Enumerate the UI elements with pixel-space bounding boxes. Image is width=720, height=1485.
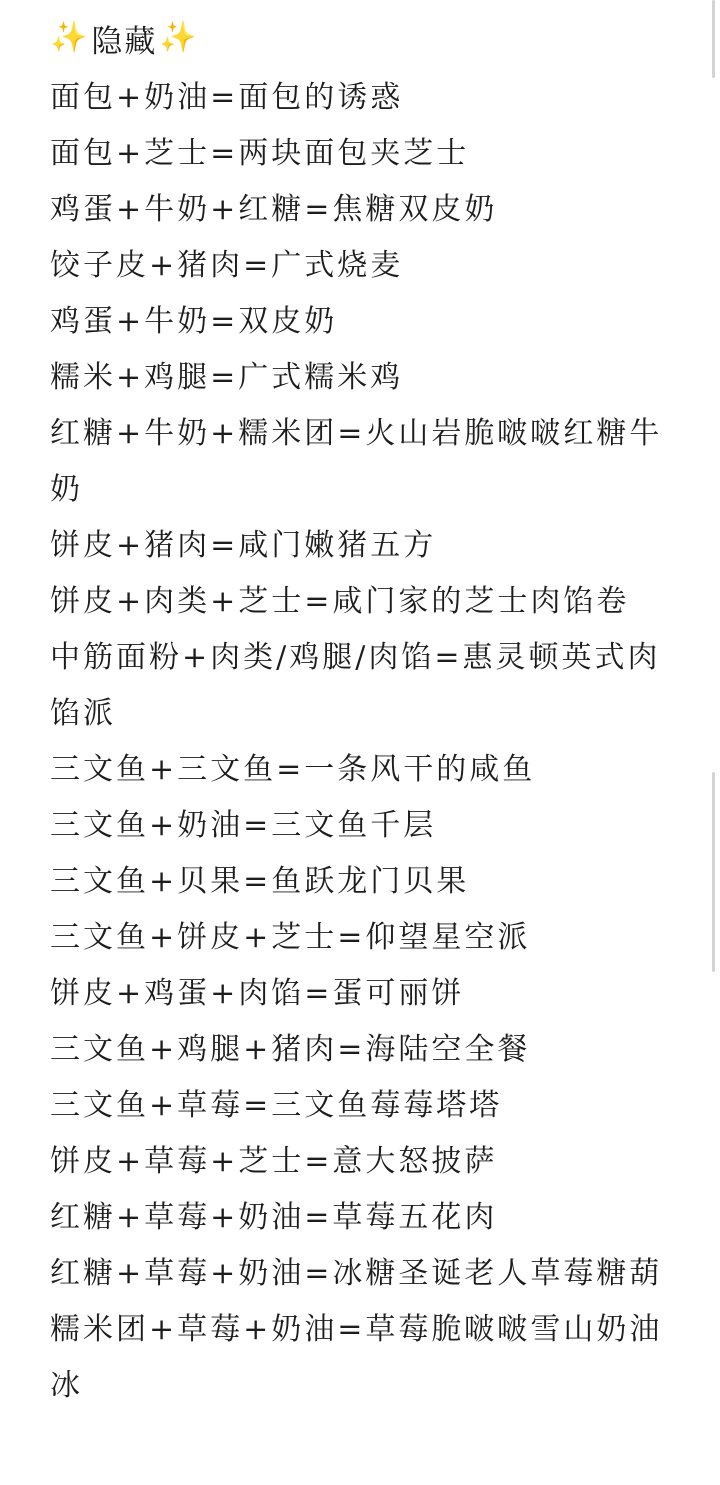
- recipe-line: 糯米+鸡腿=广式糯米鸡: [50, 360, 404, 395]
- recipe-line: 饺子皮+猪肉=广式烧麦: [50, 248, 404, 283]
- scrollbar-thumb[interactable]: [712, 0, 715, 78]
- recipe-line: 三文鱼+鸡腿+猪肉=海陆空全餐: [50, 1032, 531, 1067]
- recipe-line: 三文鱼+贝果=鱼跃龙门贝果: [50, 864, 470, 899]
- recipe-line: 饼皮+猪肉=咸门嫩猪五方: [50, 528, 437, 563]
- scrollbar-thumb[interactable]: [712, 772, 715, 972]
- note-title: [50, 14, 675, 62]
- recipe-note: [50, 14, 675, 1414]
- recipe-line: 三文鱼+奶油=三文鱼千层: [50, 808, 437, 843]
- recipe-line: 三文鱼+饼皮+芝士=仰望星空派: [50, 920, 531, 955]
- recipe-line: 中筋面粉+肉类/鸡腿/肉馅=惠灵顿英式肉馅派: [50, 640, 661, 731]
- recipe-line: 鸡蛋+牛奶=双皮奶: [50, 304, 338, 339]
- recipe-line: 面包+芝士=两块面包夹芝士: [50, 136, 470, 171]
- recipe-list: [50, 70, 675, 1414]
- recipe-line: 饼皮+肉类+芝士=咸门家的芝士肉馅卷: [50, 584, 630, 619]
- recipe-line: 饼皮+鸡蛋+肉馅=蛋可丽饼: [50, 976, 465, 1011]
- recipe-line: 鸡蛋+牛奶+红糖=焦糖双皮奶: [50, 192, 498, 227]
- recipe-line: 面包+奶油=面包的诱惑: [50, 80, 404, 115]
- recipe-line: 红糖+牛奶+糯米团=火山岩脆啵啵红糖牛奶: [50, 416, 663, 507]
- recipe-line: 三文鱼+草莓=三文鱼莓莓塔塔: [50, 1088, 503, 1123]
- recipe-line: 红糖+草莓+奶油=冰糖圣诞老人草莓糖葫: [50, 1256, 663, 1291]
- recipe-line: 红糖+草莓+奶油=草莓五花肉: [50, 1200, 498, 1235]
- note-title-text: 隐藏: [91, 23, 158, 60]
- recipe-line: 饼皮+草莓+芝士=意大怒披萨: [50, 1144, 498, 1179]
- recipe-line: 糯米团+草莓+奶油=草莓脆啵啵雪山奶油冰: [50, 1312, 663, 1403]
- recipe-line: 三文鱼+三文鱼=一条风干的咸鱼: [50, 752, 536, 787]
- sparkles-icon: ✨: [50, 20, 90, 55]
- sparkles-icon: ✨: [159, 20, 199, 55]
